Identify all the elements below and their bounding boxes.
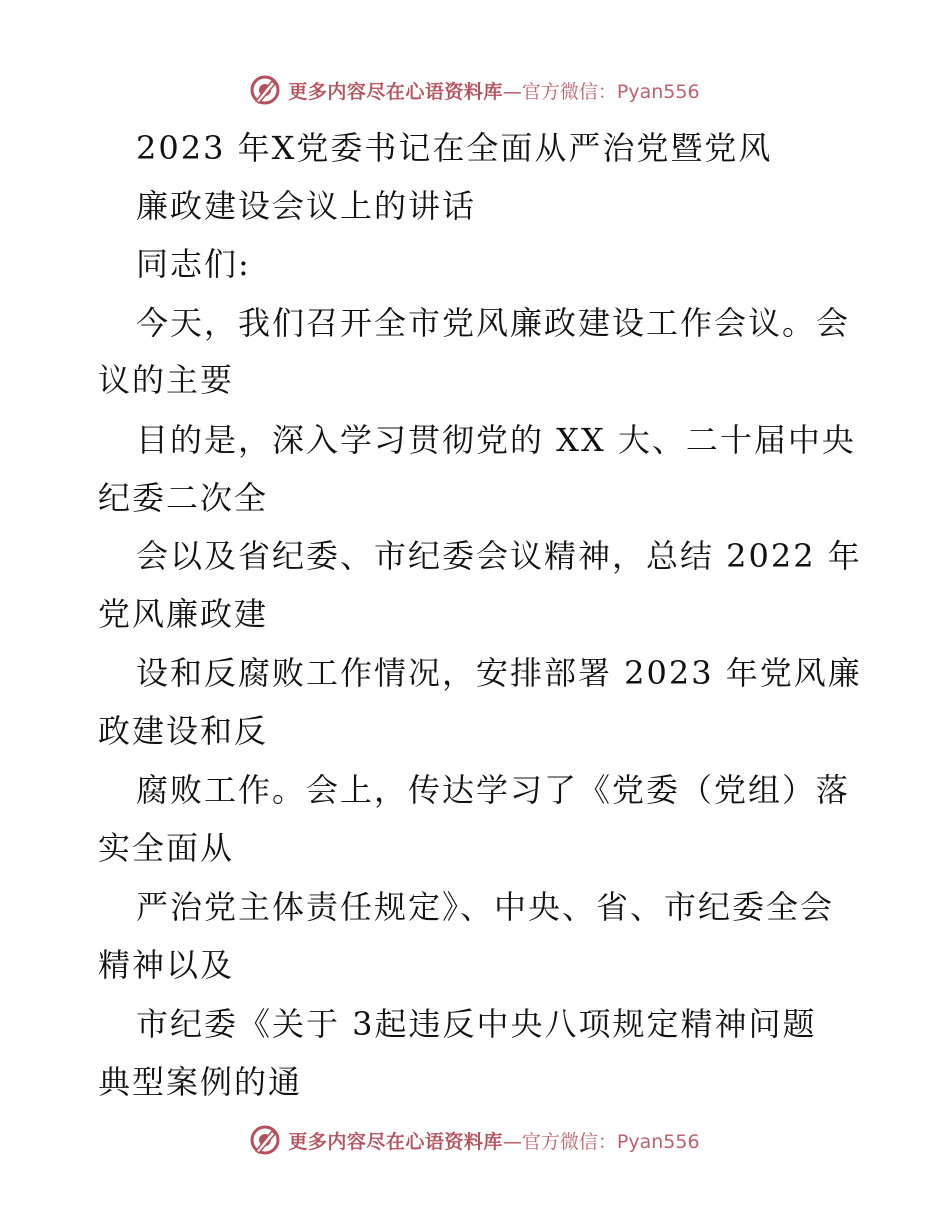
body-line: 政建设和反 — [98, 712, 269, 750]
watermark-separator: — — [502, 1130, 522, 1153]
body-line: 市纪委《关于 3起违反中央八项规定精神问题 — [136, 1005, 817, 1043]
body-line: 腐败工作。会上，传达学习了《党委（党组）落 — [136, 771, 851, 809]
body-line: 会以及省纪委、市纪委会议精神，总结 2022 年 — [136, 537, 862, 575]
watermark-separator: — — [502, 80, 522, 103]
body-line: 今天，我们召开全市党风廉政建设工作会议。会 — [136, 304, 851, 342]
watermark-title: 更多内容尽在心语资料库 — [288, 1130, 503, 1153]
body-line: 设和反腐败工作情况，安排部署 2023 年党风廉 — [136, 654, 862, 692]
body-line: 纪委二次全 — [98, 479, 269, 517]
body-line: 实全面从 — [98, 829, 235, 867]
body-line: 典型案例的通 — [98, 1063, 303, 1101]
watermark-contact: 官方微信：Pyan556 — [521, 80, 700, 103]
document-title-line-1: 2023 年X党委书记在全面从严治党暨党风 — [136, 129, 773, 167]
pen-logo-icon — [250, 1125, 280, 1155]
body-line: 议的主要 — [98, 361, 235, 399]
body-line: 严治党主体责任规定》、中央、省、市纪委全会 — [136, 888, 835, 926]
body-line: 目的是，深入学习贯彻党的 XX 大、二十届中央 — [136, 421, 856, 459]
salutation: 同志们: — [136, 245, 251, 283]
body-line: 党风廉政建 — [98, 595, 269, 633]
watermark-banner-bottom — [0, 1120, 950, 1160]
document-title-line-2: 廉政建设会议上的讲话 — [136, 187, 477, 225]
body-line: 精神以及 — [98, 946, 235, 984]
watermark-text — [288, 1127, 699, 1154]
watermark-contact: 官方微信：Pyan556 — [521, 1130, 700, 1153]
watermark-title: 更多内容尽在心语资料库 — [288, 80, 503, 103]
